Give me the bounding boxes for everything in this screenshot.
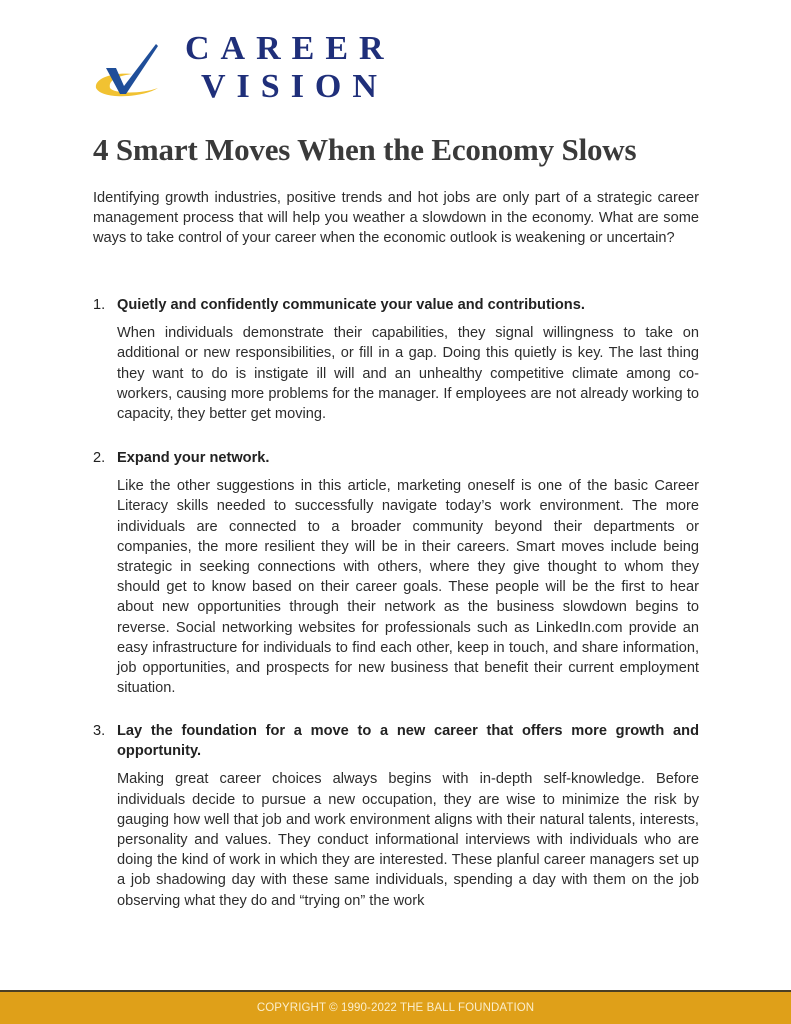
item-body: When individuals demonstrate their capabilities, they signal willingness to take on additional or new responsibilities, or fill in a gap. Doing this quietly is key. The last thing they want to do is instigate ill will and an unhealthy competitive climate among co-workers, causing more problems for the manager. If employees are not already working to capacity, they better get moving.	[117, 325, 699, 423]
item-number: 2.	[93, 450, 106, 466]
checkmark-swoosh-icon	[92, 38, 164, 102]
list-item-1	[93, 295, 699, 424]
list-item-3	[93, 721, 699, 911]
logo-wordmark	[185, 30, 395, 106]
item-body: Like the other suggestions in this article, marketing oneself is one of the basic Career Literacy skills needed to successfully navigate today’s work environment. The more individuals are connected to a broader community beyond their departments or companies, the more resilient they will be in their careers. Smart moves include being strategic in seeking connections with others, where they give thought to whom they should get to know based on their career goals. These people will be the first to hear about new opportunities through their network as the business slowdown begins to reverse. Social networking websites for professionals such as LinkedIn.com provide an easy infrastructure for individuals to find each other, keep in touch, and share information, job opportunities, and prospects for new business that benefit their current employment situation.	[117, 478, 699, 697]
copyright-text: COPYRIGHT © 1990-2022 THE BALL FOUNDATION	[256, 1002, 535, 1014]
logo-line-2: VISION	[201, 68, 388, 105]
copyright-footer	[0, 990, 791, 1024]
item-heading: Expand your network.	[117, 450, 270, 466]
career-vision-logo	[92, 30, 395, 110]
item-number: 3.	[93, 723, 106, 739]
article-title: 4 Smart Moves When the Economy Slows	[93, 132, 637, 167]
item-heading: Lay the foundation for a move to a new career that offers more growth and opportunity.	[117, 723, 699, 760]
item-number: 1.	[93, 297, 106, 313]
logo-line-1: CAREER	[185, 30, 395, 67]
item-heading: Quietly and confidently communicate your value and contributions.	[117, 297, 585, 313]
item-body: Making great career choices always begins with in-depth self-knowledge. Before individuals decide to pursue a new occupation, they are wise to minimize the risk by gauging how well that job and work environment aligns with their natural talents, interests, personality and values. They conduct informational interviews with individuals who are doing the kind of work in which they are interested. These planful career managers set up a job shadowing day with these same individuals, spending a day with them on the job observing what they do and “trying on” the work	[117, 771, 699, 909]
list-item-2	[93, 448, 699, 698]
article-intro: Identifying growth industries, positive trends and hot jobs are only part of a strategic career management process that will help you weather a slowdown in the economy. What are some ways to take control of your career when the economic outlook is weakening or uncertain?	[93, 190, 699, 247]
